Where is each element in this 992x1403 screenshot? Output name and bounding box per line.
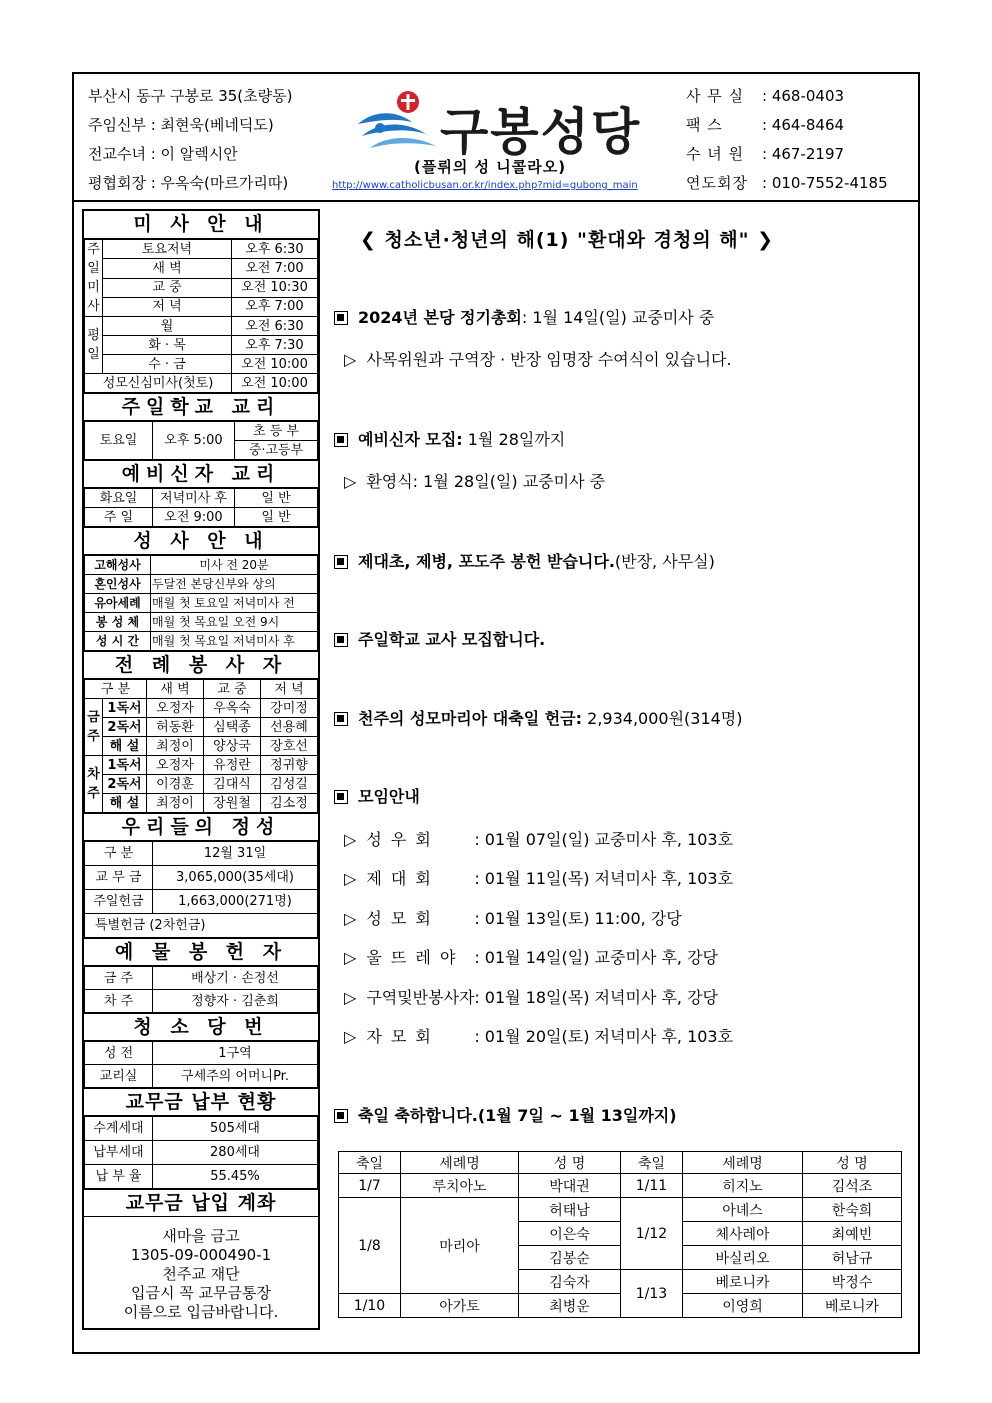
col-header: 축일	[621, 1152, 683, 1174]
mass-time: 오전 10:00	[232, 355, 318, 374]
meeting-name: 제 대 회	[366, 869, 433, 888]
table-row	[85, 775, 318, 794]
col-header: 교 중	[204, 680, 261, 699]
catechumen-title: 예비신자 교리	[84, 460, 318, 488]
meeting-name: 자 모 회	[366, 1027, 433, 1046]
feast-person: 김봉순	[519, 1246, 621, 1270]
meeting-row	[344, 827, 733, 850]
feast-saint: 루치아노	[401, 1174, 519, 1198]
col-header: 성 명	[803, 1152, 902, 1174]
feast-person: 허태남	[519, 1198, 621, 1222]
feast-date: 1/10	[339, 1294, 401, 1318]
meeting-info: : 01월 11일(목) 저녁미사 후, 103호	[474, 869, 734, 888]
triangle-bullet-icon: ▷	[344, 948, 357, 967]
table-row	[85, 794, 318, 813]
table-row	[85, 297, 318, 316]
table-row	[85, 718, 318, 737]
meeting-name: 성 우 회	[366, 830, 433, 849]
table-row	[85, 508, 318, 527]
table-row	[85, 278, 318, 297]
notice-item	[334, 427, 565, 450]
notice-title: 예비신자 모집:	[358, 430, 463, 449]
header	[74, 74, 918, 202]
minister: 오정자	[147, 756, 204, 775]
table-row	[85, 240, 318, 259]
notice-item	[334, 627, 545, 650]
donor-value: 정향자 · 김춘희	[153, 990, 318, 1013]
meeting-info: : 01월 18일(목) 저녁미사 후, 강당	[474, 988, 718, 1007]
feast-person: 허남규	[803, 1246, 902, 1270]
feast-person: 박정수	[803, 1270, 902, 1294]
minister: 양상국	[204, 737, 261, 756]
table-row	[85, 259, 318, 278]
meeting-info: : 01월 13일(토) 11:00, 강당	[474, 909, 682, 928]
parish-url-link[interactable]: http://www.catholicbusan.or.kr/index.php?mid=gubong_main	[332, 180, 638, 191]
donors-title: 예 물 봉 헌 자	[84, 938, 318, 966]
triangle-bullet-icon: ▷	[344, 988, 357, 1007]
offering-value: 1,663,000(271명)	[153, 890, 318, 914]
square-bullet-icon	[334, 790, 348, 804]
table-row	[85, 756, 318, 775]
table-row	[85, 890, 318, 914]
table-row	[339, 1198, 902, 1222]
cat-time: 오전 9:00	[153, 508, 235, 527]
sacrament-desc: 매월 첫 목요일 저녁미사 후	[151, 632, 318, 651]
info-sidebar	[82, 209, 320, 1330]
meeting-name: 울 뜨 레 야	[366, 948, 458, 967]
dues-key: 납 부 율	[85, 1165, 153, 1189]
mass-time: 오전 6:30	[232, 317, 318, 336]
role: 2독서	[103, 718, 147, 737]
sacrament-desc: 두달전 본당신부와 상의	[151, 575, 318, 594]
offering-table	[84, 841, 318, 938]
notice-text: 2,934,000원(314명)	[582, 709, 743, 728]
table-row	[85, 990, 318, 1013]
mass-time: 오후 7:00	[232, 297, 318, 316]
meeting-info: : 01월 14일(일) 교중미사 후, 강당	[474, 948, 718, 967]
account-line: 새마을 금고	[162, 1227, 240, 1245]
cat-group: 일 반	[235, 489, 318, 508]
feast-person: 김숙자	[519, 1270, 621, 1294]
notice-title: 축일 축하합니다.(1월 7일 ~ 1월 13일까지)	[358, 1106, 677, 1125]
account-info	[84, 1217, 318, 1328]
table-row	[85, 613, 318, 632]
minister: 정귀향	[261, 756, 318, 775]
meeting-row	[344, 985, 718, 1008]
catechumen-table	[84, 488, 318, 527]
parish-subtitle: (플뤼의 성 니콜라오)	[414, 158, 567, 176]
contact-row	[686, 140, 888, 169]
parish-info	[88, 82, 293, 198]
mass-name: 교 중	[103, 278, 232, 297]
sacraments-title: 성 사 안 내	[84, 527, 318, 555]
contact-value: : 467-2197	[762, 145, 845, 163]
feast-date: 1/12	[621, 1198, 683, 1270]
notice-title: 천주의 성모마리아 대축일 헌금:	[358, 709, 583, 728]
role: 해 설	[103, 794, 147, 813]
role: 2독서	[103, 775, 147, 794]
school-group: 초 등 부	[235, 422, 318, 441]
offering-key: 주일헌금	[85, 890, 153, 914]
notice-item	[334, 549, 715, 572]
notice-title: 모임안내	[358, 787, 420, 806]
feast-person: 최병운	[519, 1294, 621, 1318]
triangle-bullet-icon: ▷	[344, 869, 357, 888]
sacrament-desc: 미사 전 20분	[151, 556, 318, 575]
square-bullet-icon	[334, 1109, 348, 1123]
minister: 선용혜	[261, 718, 318, 737]
table-row	[85, 1141, 318, 1165]
dues-table	[84, 1116, 318, 1189]
notice-title: 주일학교 교사 모집합니다.	[358, 630, 546, 649]
mass-time: 오후 7:30	[232, 336, 318, 355]
minister: 장호선	[261, 737, 318, 756]
bulletin-frame	[72, 72, 920, 1354]
table-row	[85, 374, 318, 393]
offering-value: 3,065,000(35세대)	[153, 866, 318, 890]
table-row	[85, 842, 318, 866]
col-header: 세례명	[401, 1152, 519, 1174]
table-row	[85, 1165, 318, 1189]
minister: 김대식	[204, 775, 261, 794]
feast-saint: 이영희	[683, 1294, 803, 1318]
offering-key: 교 무 금	[85, 866, 153, 890]
feast-saint: 히지노	[683, 1174, 803, 1198]
offering-title: 우리들의 정성	[84, 813, 318, 841]
notice-title: 2024년 본당 정기총회	[358, 308, 522, 327]
mass-name: 저 녁	[103, 297, 232, 316]
triangle-bullet-icon: ▷	[344, 909, 357, 928]
contact-key: 팩 스	[686, 116, 723, 134]
notice-item	[334, 305, 714, 328]
meeting-name: 구역및반봉사자	[366, 988, 475, 1007]
feast-saint: 체사레아	[683, 1222, 803, 1246]
square-bullet-icon	[334, 311, 348, 325]
triangle-bullet-icon: ▷	[344, 472, 357, 491]
minister: 최정이	[147, 794, 204, 813]
sunday-label: 주일미사	[85, 240, 103, 317]
contact-key: 수 녀 원	[686, 145, 745, 163]
dues-value: 55.45%	[153, 1165, 318, 1189]
account-line: 천주교 재단	[162, 1265, 240, 1283]
table-header-row	[339, 1152, 902, 1174]
square-bullet-icon	[334, 555, 348, 569]
feast-person: 한숙희	[803, 1198, 902, 1222]
meeting-row	[344, 906, 682, 929]
triangle-bullet-icon: ▷	[344, 830, 357, 849]
role: 1독서	[103, 756, 147, 775]
table-row	[85, 355, 318, 374]
sunday-school-table	[84, 421, 318, 460]
notice-sub-text: 사목위원과 구역장 · 반장 임명장 수여식이 있습니다.	[366, 350, 732, 369]
sacrament-name: 성 시 간	[85, 632, 151, 651]
cleaning-table	[84, 1041, 318, 1088]
feast-person: 최예빈	[803, 1222, 902, 1246]
notice-item	[334, 1103, 677, 1126]
meeting-info: : 01월 20일(토) 저녁미사 후, 103호	[474, 1027, 734, 1046]
contact-value: : 464-8464	[762, 116, 845, 134]
col-header: 축일	[339, 1152, 401, 1174]
clean-value: 구세주의 어머니Pr.	[153, 1065, 318, 1088]
role: 1독서	[103, 699, 147, 718]
feast-saint: 베로니카	[683, 1270, 803, 1294]
notice-text: (반장, 사무실)	[614, 552, 715, 571]
minister: 이경훈	[147, 775, 204, 794]
liturgy-title: 전 례 봉 사 자	[84, 651, 318, 679]
sunday-school-title: 주일학교 교리	[84, 393, 318, 421]
minister: 김성길	[261, 775, 318, 794]
dues-key: 납부세대	[85, 1141, 153, 1165]
table-row	[85, 575, 318, 594]
minister: 우옥숙	[204, 699, 261, 718]
clean-key: 교리실	[85, 1065, 153, 1088]
contact-key: 사 무 실	[686, 87, 745, 105]
feast-person: 베로니카	[803, 1294, 902, 1318]
square-bullet-icon	[334, 633, 348, 647]
table-row	[85, 680, 318, 699]
col-header: 저 녁	[261, 680, 318, 699]
cat-time: 저녁미사 후	[153, 489, 235, 508]
mass-name: 월	[103, 317, 232, 336]
table-row	[85, 1117, 318, 1141]
liturgy-table	[84, 679, 318, 813]
weekday-label: 평일	[85, 317, 103, 374]
parish-logo-icon	[356, 88, 442, 158]
table-row	[85, 914, 318, 938]
donor-value: 배상기 · 손정선	[153, 967, 318, 990]
table-row	[85, 336, 318, 355]
mass-time: 오후 6:30	[232, 240, 318, 259]
table-row	[85, 317, 318, 336]
minister: 심택종	[204, 718, 261, 737]
feast-saint: 마리아	[401, 1198, 519, 1294]
role: 해 설	[103, 737, 147, 756]
feast-date: 1/7	[339, 1174, 401, 1198]
mass-name: 토요저녁	[103, 240, 232, 259]
school-group: 중·고등부	[235, 441, 318, 460]
minister: 오정자	[147, 699, 204, 718]
donor-key: 차 주	[85, 990, 153, 1013]
col-header: 구 분	[85, 680, 147, 699]
mass-name: 화 · 목	[103, 336, 232, 355]
meeting-row	[344, 1024, 733, 1047]
notice-text: : 1월 14일(일) 교중미사 중	[521, 308, 715, 327]
minister: 허동환	[147, 718, 204, 737]
dues-title: 교무금 납부 현황	[84, 1088, 318, 1116]
feast-table	[338, 1151, 902, 1318]
council-president: 평협회장 : 우옥숙(마르가리따)	[88, 174, 289, 192]
minister: 강미정	[261, 699, 318, 718]
table-row	[85, 422, 318, 441]
table-row	[339, 1174, 902, 1198]
feast-saint: 바실리오	[683, 1246, 803, 1270]
offering-key: 특별헌금 (2차헌금)	[85, 914, 318, 938]
notice-item	[334, 706, 743, 729]
sacrament-name: 봉 성 체	[85, 613, 151, 632]
contact-info	[686, 82, 888, 198]
table-row	[85, 632, 318, 651]
minister: 최정이	[147, 737, 204, 756]
offering-key: 구 분	[85, 842, 153, 866]
sacrament-name: 유아세례	[85, 594, 151, 613]
notice-title: 제대초, 제병, 포도주 봉헌 받습니다.	[358, 552, 615, 571]
theme-banner: ❮ 청소년·청년의 해(1) "환대와 경청의 해" ❯	[360, 229, 775, 251]
cat-group: 일 반	[235, 508, 318, 527]
table-row	[339, 1294, 902, 1318]
cleaning-title: 청 소 당 번	[84, 1013, 318, 1041]
contact-row	[686, 169, 888, 198]
meeting-info: : 01월 07일(일) 교중미사 후, 103호	[474, 830, 734, 849]
contact-row	[686, 111, 888, 140]
table-row	[85, 737, 318, 756]
donor-key: 금 주	[85, 967, 153, 990]
sister: 전교수녀 : 이 알렉시안	[88, 145, 238, 163]
meeting-name: 성 모 회	[366, 909, 433, 928]
sacraments-table	[84, 555, 318, 651]
mass-time: 오전 10:30	[232, 278, 318, 297]
address: 부산시 동구 구봉로 35(초량동)	[88, 87, 293, 105]
contact-value: : 010-7552-4185	[762, 174, 888, 192]
mass-time: 오전 7:00	[232, 259, 318, 278]
mass-name: 새 벽	[103, 259, 232, 278]
meeting-row	[344, 945, 718, 968]
col-header: 세례명	[683, 1152, 803, 1174]
notice-sub-text: 환영식: 1월 28일(일) 교중미사 중	[366, 472, 606, 491]
table-row	[85, 866, 318, 890]
feast-date: 1/8	[339, 1198, 401, 1294]
school-time: 오후 5:00	[153, 422, 235, 460]
feast-date: 1/13	[621, 1270, 683, 1318]
contact-key: 연도회장	[686, 174, 748, 192]
contact-value: : 468-0403	[762, 87, 845, 105]
sacrament-name: 고해성사	[85, 556, 151, 575]
dues-key: 수계세대	[85, 1117, 153, 1141]
mass-name: 성모신심미사(첫토)	[85, 374, 232, 393]
table-row	[85, 1065, 318, 1088]
mass-time: 오전 10:00	[232, 374, 318, 393]
contact-row	[686, 82, 888, 111]
table-row	[85, 594, 318, 613]
triangle-bullet-icon: ▷	[344, 1027, 357, 1046]
mass-table	[84, 239, 318, 393]
notice-item	[334, 784, 420, 807]
group-label: 금주	[85, 699, 103, 756]
triangle-bullet-icon: ▷	[344, 350, 357, 369]
sacrament-desc: 매월 첫 토요일 저녁미사 전	[151, 594, 318, 613]
clean-key: 성 전	[85, 1042, 153, 1065]
table-row	[85, 489, 318, 508]
dues-value: 505세대	[153, 1117, 318, 1141]
feast-saint: 아녜스	[683, 1198, 803, 1222]
table-row	[85, 967, 318, 990]
donors-table	[84, 966, 318, 1013]
minister: 김소정	[261, 794, 318, 813]
minister: 유정란	[204, 756, 261, 775]
group-label: 차주	[85, 756, 103, 813]
account-line: 입금시 꼭 교무금통장	[131, 1284, 271, 1302]
cat-day: 화요일	[85, 489, 153, 508]
table-row	[85, 556, 318, 575]
meeting-row	[344, 866, 733, 889]
account-line: 이름으로 입금바랍니다.	[123, 1303, 279, 1321]
cat-day: 주 일	[85, 508, 153, 527]
school-day: 토요일	[85, 422, 153, 460]
table-row	[85, 1042, 318, 1065]
mass-title: 미 사 안 내	[84, 211, 318, 239]
notice-text: 1월 28일까지	[462, 430, 566, 449]
clean-value: 1구역	[153, 1042, 318, 1065]
parish-title: 구봉성당	[440, 103, 642, 161]
feast-person: 김석조	[803, 1174, 902, 1198]
notice-sub	[344, 347, 732, 370]
col-header: 새 벽	[147, 680, 204, 699]
dues-value: 280세대	[153, 1141, 318, 1165]
account-title: 교무금 납입 계좌	[84, 1189, 318, 1217]
mass-name: 수 · 금	[103, 355, 232, 374]
account-line: 1305-09-000490-1	[130, 1246, 272, 1264]
square-bullet-icon	[334, 433, 348, 447]
offering-value: 12월 31일	[153, 842, 318, 866]
table-row	[85, 699, 318, 718]
minister: 장원철	[204, 794, 261, 813]
feast-person: 박대권	[519, 1174, 621, 1198]
notice-sub	[344, 469, 605, 492]
pastor: 주임신부 : 최현욱(베네딕도)	[88, 116, 274, 134]
feast-date: 1/11	[621, 1174, 683, 1198]
square-bullet-icon	[334, 712, 348, 726]
sacrament-name: 혼인성사	[85, 575, 151, 594]
col-header: 성 명	[519, 1152, 621, 1174]
feast-person: 이은숙	[519, 1222, 621, 1246]
sacrament-desc: 매월 첫 목요일 오전 9시	[151, 613, 318, 632]
feast-saint: 아가토	[401, 1294, 519, 1318]
